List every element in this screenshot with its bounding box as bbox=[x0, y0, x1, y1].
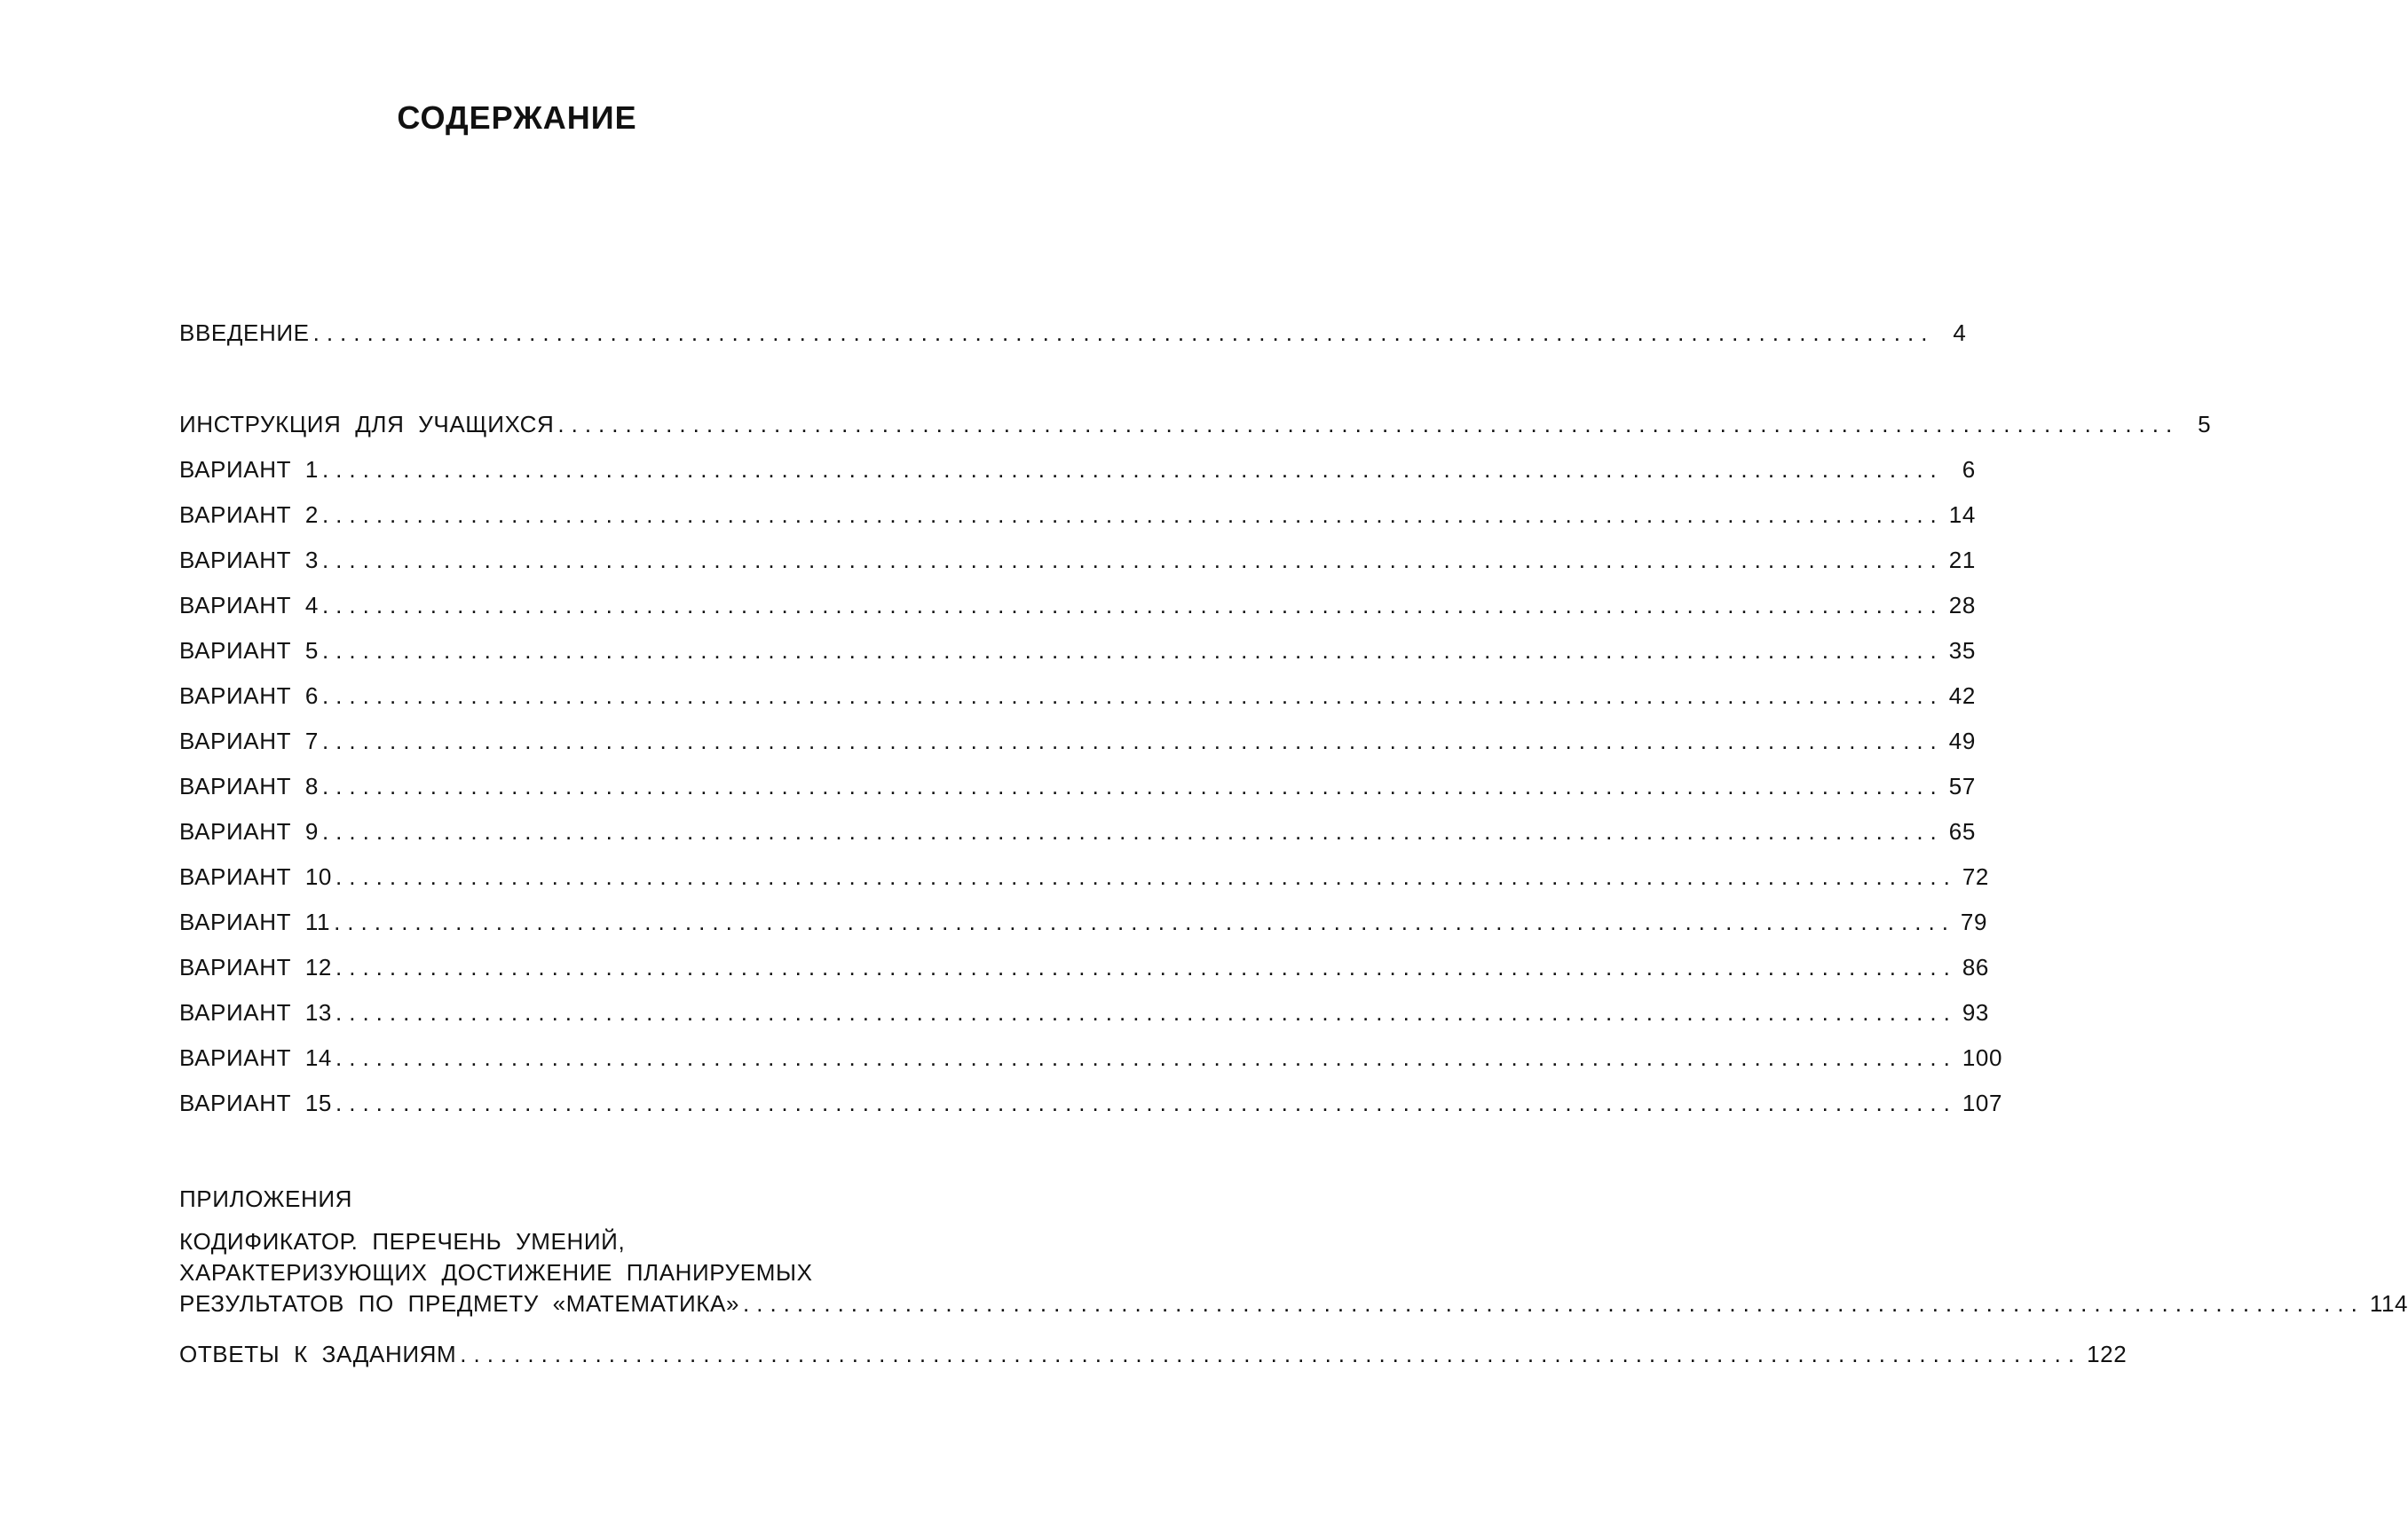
toc-entry[interactable] bbox=[179, 592, 1976, 618]
leader-dots: ........................................................................................................................ bbox=[321, 773, 1944, 799]
toc-entry-label: РЕЗУЛЬТАТОВ ПО ПРЕДМЕТУ «МАТЕМАТИКА» bbox=[179, 1290, 740, 1317]
codifier-line-3 bbox=[179, 1288, 2408, 1319]
toc-entry[interactable] bbox=[179, 637, 1976, 664]
toc-entry[interactable] bbox=[179, 773, 1976, 799]
toc-entry-label: ВАРИАНТ 11 bbox=[179, 909, 331, 935]
toc-entry[interactable] bbox=[179, 501, 1976, 528]
codifier-line-2: ХАРАКТЕРИЗУЮЩИХ ДОСТИЖЕНИЕ ПЛАНИРУЕМЫХ bbox=[179, 1259, 813, 1286]
toc-entry-page: 49 bbox=[1948, 728, 1976, 754]
leader-dots: ........................................................................................................................ bbox=[336, 1090, 1957, 1116]
toc-entry-label: ВАРИАНТ 5 bbox=[179, 637, 319, 664]
toc-entry-page: 42 bbox=[1948, 682, 1976, 709]
leader-dots: ........................................................................................................................ bbox=[336, 954, 1957, 981]
toc-entry-label: ВАРИАНТ 2 bbox=[179, 501, 319, 528]
toc-entry-label: ВВЕДЕНИЕ bbox=[179, 319, 310, 346]
leader-dots: ........................................................................................................................ bbox=[321, 592, 1944, 618]
page-title: СОДЕРЖАНИЕ bbox=[397, 99, 637, 136]
toc-entry-answers[interactable] bbox=[179, 1341, 2128, 1367]
leader-dots: ........................................................................................................................ bbox=[336, 999, 1957, 1026]
toc-entry-page: 21 bbox=[1948, 547, 1976, 573]
toc-entry-page: 93 bbox=[1962, 999, 1989, 1026]
toc-entry-label: ВАРИАНТ 6 bbox=[179, 682, 319, 709]
toc-entry-page: 4 bbox=[1953, 319, 1967, 346]
toc-entry-page: 79 bbox=[1960, 909, 1988, 935]
toc-entry[interactable] bbox=[179, 909, 1988, 935]
toc-entry[interactable] bbox=[179, 682, 1976, 709]
toc-entry-codifier[interactable] bbox=[179, 1226, 2408, 1319]
toc-entry[interactable] bbox=[179, 456, 1976, 483]
leader-dots: ........................................................................................................................ bbox=[460, 1341, 2082, 1367]
leader-dots: ........................................................................................................................ bbox=[321, 456, 1944, 483]
toc-entry[interactable] bbox=[179, 547, 1976, 573]
leader-dots: ........................................................................................................................ bbox=[321, 501, 1944, 528]
toc-main-list bbox=[179, 411, 2212, 1135]
toc-entry-label: ОТВЕТЫ К ЗАДАНИЯМ bbox=[179, 1341, 457, 1367]
toc-entry-page: 100 bbox=[1962, 1044, 2003, 1071]
leader-dots: ........................................................................................................................ bbox=[334, 909, 1955, 935]
toc-entry-page: 35 bbox=[1948, 637, 1976, 664]
toc-entry-page: 86 bbox=[1962, 954, 1989, 981]
toc-intro bbox=[179, 319, 1967, 346]
toc-entry-label: ВАРИАНТ 9 bbox=[179, 818, 319, 845]
leader-dots: ........................................................................................................................ bbox=[321, 728, 1944, 754]
toc-entry-intro[interactable] bbox=[179, 319, 1967, 346]
toc-entry-label: ВАРИАНТ 4 bbox=[179, 592, 319, 618]
toc-entry-page: 5 bbox=[2198, 411, 2212, 437]
toc-entry-label: ВАРИАНТ 1 bbox=[179, 456, 319, 483]
toc-entry-label: ВАРИАНТ 7 bbox=[179, 728, 319, 754]
toc-entry[interactable] bbox=[179, 818, 1976, 845]
toc-answers bbox=[179, 1341, 2128, 1367]
toc-entry-page: 114 bbox=[2369, 1290, 2408, 1317]
leader-dots: ........................................................................................................................ bbox=[336, 863, 1957, 890]
toc-entry-page: 107 bbox=[1962, 1090, 2003, 1116]
leader-dots: ........................................................................................................................ bbox=[336, 1044, 1957, 1071]
toc-entry-page: 65 bbox=[1948, 818, 1976, 845]
toc-entry-label: ВАРИАНТ 10 bbox=[179, 863, 332, 890]
toc-entry-page: 28 bbox=[1948, 592, 1976, 618]
toc-entry-label: ВАРИАНТ 14 bbox=[179, 1044, 332, 1071]
toc-entry[interactable] bbox=[179, 863, 1989, 890]
toc-entry-page: 14 bbox=[1948, 501, 1976, 528]
leader-dots: ........................................................................................................................ bbox=[321, 547, 1944, 573]
leader-dots: ........................................................................................................................ bbox=[321, 818, 1944, 845]
toc-entry[interactable] bbox=[179, 999, 1989, 1026]
toc-entry[interactable] bbox=[179, 1090, 2003, 1116]
leader-dots: ........................................................................................................................ bbox=[557, 411, 2180, 437]
leader-dots: ........................................................................................................................ bbox=[321, 637, 1944, 664]
toc-entry-label: ИНСТРУКЦИЯ ДЛЯ УЧАЩИХСЯ bbox=[179, 411, 555, 437]
toc-entry-label: ВАРИАНТ 13 bbox=[179, 999, 332, 1026]
appendix-heading: ПРИЛОЖЕНИЯ bbox=[179, 1185, 353, 1212]
codifier-line-1: КОДИФИКАТОР. ПЕРЕЧЕНЬ УМЕНИЙ, bbox=[179, 1228, 626, 1255]
toc-entry[interactable] bbox=[179, 954, 1989, 981]
toc-entry-page: 72 bbox=[1962, 863, 1989, 890]
leader-dots: ........................................................................................................................ bbox=[312, 319, 1935, 346]
toc-entry-label: ВАРИАНТ 12 bbox=[179, 954, 332, 981]
toc-entry-page: 122 bbox=[2087, 1341, 2128, 1367]
leader-dots: ........................................................................................................................ bbox=[743, 1290, 2365, 1317]
toc-entry-page: 57 bbox=[1948, 773, 1976, 799]
toc-entry[interactable] bbox=[179, 728, 1976, 754]
toc-entry[interactable] bbox=[179, 1044, 2003, 1071]
toc-entry-label: ВАРИАНТ 3 bbox=[179, 547, 319, 573]
toc-entry-label: ВАРИАНТ 15 bbox=[179, 1090, 332, 1116]
leader-dots: ........................................................................................................................ bbox=[321, 682, 1944, 709]
toc-entry[interactable] bbox=[179, 411, 2212, 437]
toc-entry-label: ВАРИАНТ 8 bbox=[179, 773, 319, 799]
toc-entry-page: 6 bbox=[1962, 456, 1976, 483]
